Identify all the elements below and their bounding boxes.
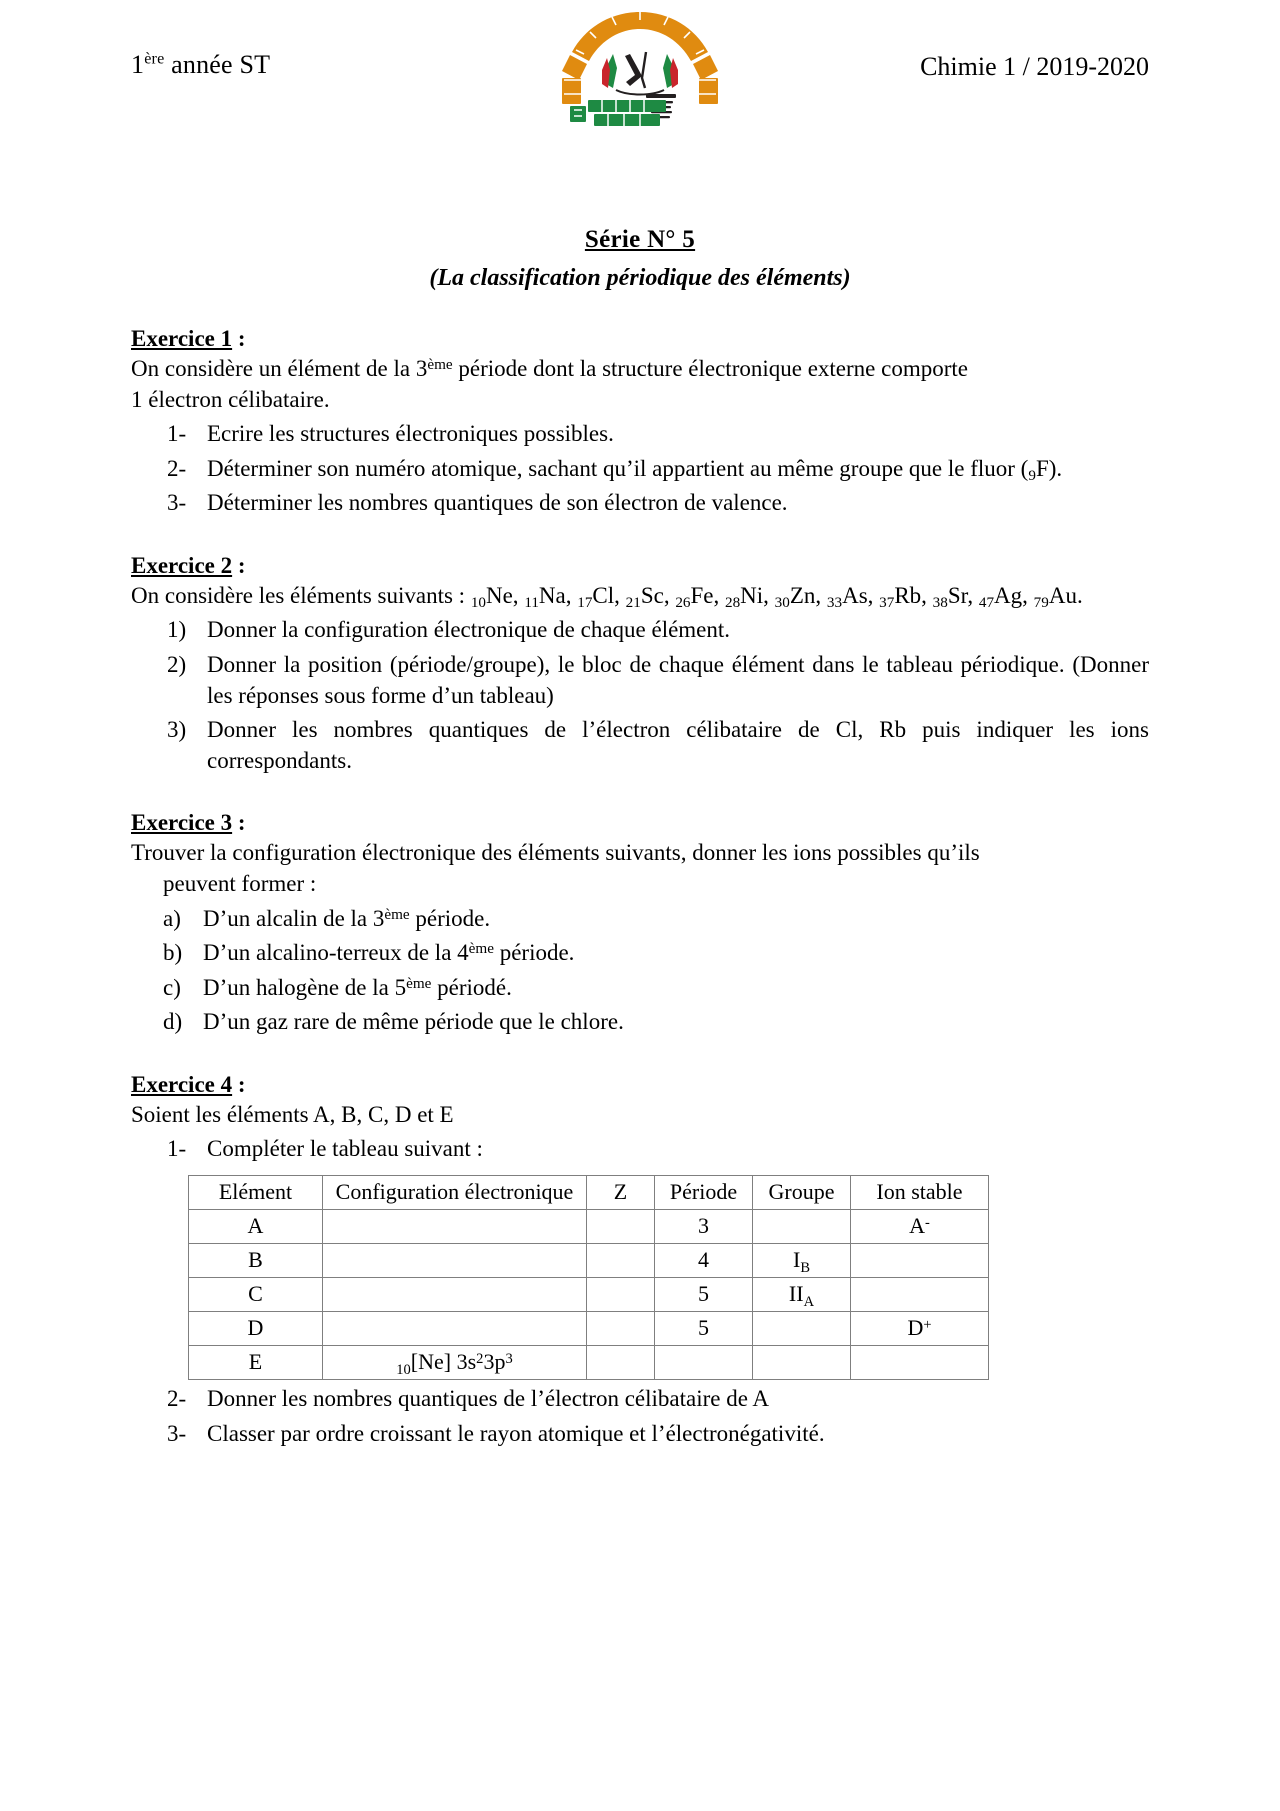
exercise-1-ordinal-suffix: ème [427,356,453,374]
atomic-number-sub: 21 [625,594,641,612]
exercise-3-intro-line-2: peuvent former : [163,870,317,896]
list-item [131,454,1149,485]
list-item-text: Ecrire les structures électroniques possibles. [207,421,614,447]
exercise-2-item-list [131,615,1149,776]
cell-configuration [323,1209,587,1243]
exercise-3-label: Exercice 3 [131,810,233,836]
exercise-4-intro: Soient les éléments A, B, C, D et E [131,1101,454,1127]
cell-period: 5 [655,1277,753,1311]
cell-element: A [189,1209,323,1243]
element-symbol: Sr, [947,582,979,608]
exercise-1-colon: : [232,326,246,351]
exercise-1-intro-line-2: 1 électron célibataire. [131,386,330,412]
column-header-z: Z [587,1175,655,1209]
element-symbol: Zn, [789,582,827,608]
list-item-text: D’un alcalin de la 3 [203,905,385,931]
table-row [189,1311,989,1345]
cell-period: 4 [655,1243,753,1277]
exercise-2-intro [131,581,1149,612]
exercise-3-colon: : [232,810,246,836]
exercise-2-intro-lead: On considère les éléments suivants : [131,582,471,608]
list-item-marker: 1) [167,617,187,643]
header-ordinal-suffix: ère [144,50,165,68]
ordinal-suffix: ème [468,940,494,958]
cell-element: E [189,1345,323,1379]
atomic-number-sub: 10 [396,1361,411,1378]
list-item-text: Classer par ordre croissant le rayon atomique et l’électronégativité. [207,1420,825,1446]
cell-group [753,1209,851,1243]
atomic-number-sub: 37 [879,594,895,612]
university-logo-icon [550,8,730,130]
column-header-configuration: Configuration électronique [323,1175,587,1209]
list-item [131,938,1149,969]
header-course-term: Chimie 1 / 2019-2020 [920,52,1149,81]
atomic-number-sub: 28 [725,594,741,612]
list-item-marker: c) [163,974,181,1000]
exercise-3-heading [131,810,1149,836]
column-header-group: Groupe [753,1175,851,1209]
exercise-2-label: Exercice 2 [131,552,233,578]
table-row [189,1209,989,1243]
university-logo [550,8,730,130]
exercise-1-heading [131,326,1149,352]
cell-element: B [189,1243,323,1277]
ordinal-suffix: ème [406,974,432,992]
element-symbol: As, [842,582,880,608]
page-title: Série N° 5 [584,226,696,253]
list-item-marker: 3) [167,717,187,743]
column-header-stable-ion: Ion stable [851,1175,989,1209]
list-item [131,973,1149,1004]
exercise-1-intro-text-cont: période dont la structure électronique externe comporte [452,356,968,381]
orbital-exponent: 2 [476,1350,484,1367]
list-item-text: Compléter le tableau suivant : [207,1136,483,1162]
element-symbol: Rb, [894,582,933,608]
cell-stable-ion: A- [851,1209,989,1243]
element-symbol: Ne, [485,582,525,608]
list-item-marker: 1- [167,421,187,447]
list-item-text: Donner la position (période/groupe), le bloc de chaque élément dans le tableau périodique. (Donner les réponses sous forme d’un tableau) [207,652,1149,708]
atomic-number-sub: 33 [826,594,843,612]
cell-z [587,1311,655,1345]
list-item [131,904,1149,935]
element-symbol: Au. [1048,582,1083,608]
list-item-text: D’un gaz rare de même période que le chlore. [203,1009,624,1035]
element-table-body [189,1209,989,1379]
element-symbol: Ag, [994,582,1034,608]
cell-configuration [323,1277,587,1311]
column-header-element: Elément [189,1175,323,1209]
cell-group: $I_B$ [753,1243,851,1277]
cell-element: C [189,1277,323,1311]
element-symbol: Ni, [740,582,775,608]
group-letter-sub: A [803,1293,815,1310]
cell-z [587,1345,655,1379]
exercise-4 [131,1072,1149,1449]
page-header [131,0,1149,130]
exercise-3-intro-line-1: Trouver la configuration électronique des éléments suivants, donner les ions possibles qu’ils [131,840,980,866]
cell-group [753,1311,851,1345]
cell-element: D [189,1311,323,1345]
exercise-1-item-list [131,419,1149,519]
cell-configuration: $_{10}$[Ne] $3s^23p^3$ [323,1345,587,1379]
header-program-label: année ST [164,50,271,79]
list-item [131,650,1149,711]
cell-configuration [323,1311,587,1345]
list-item-text: Déterminer son numéro atomique, sachant qu’il appartient au même groupe que le fluor ( [207,455,1029,481]
ion-charge-sup: - [925,1214,930,1231]
table-row [189,1277,989,1311]
title-block [131,226,1149,292]
list-item-text: Donner la configuration électronique de chaque élément. [207,617,731,643]
cell-period: 5 [655,1311,753,1345]
cell-z [587,1243,655,1277]
element-table-head [189,1175,989,1209]
list-item-marker: 2) [167,652,187,678]
cell-stable-ion [851,1277,989,1311]
atomic-number-sub: 17 [577,594,593,612]
list-item-text: D’un alcalino-terreux de la 4 [203,940,469,966]
list-item-text-cont: période. [409,905,491,931]
list-item-text-cont: périodé. [431,974,512,1000]
atomic-number-sub: 79 [1033,594,1049,612]
exercise-1 [131,326,1149,519]
element-list [470,582,1083,612]
column-header-period: Période [655,1175,753,1209]
ion-charge-sup: + [923,1316,932,1333]
atomic-number-sub: 10 [470,594,486,612]
list-item-text: Déterminer les nombres quantiques de son électron de valence. [207,490,788,516]
exercise-4-label: Exercice 4 [131,1071,233,1097]
list-item [131,1007,1149,1038]
cell-stable-ion [851,1243,989,1277]
group-letter-sub: B [800,1259,810,1276]
list-item [131,1384,1149,1415]
list-item [131,488,1149,519]
list-item-text-cont: période. [493,940,575,966]
list-item-marker: d) [163,1009,183,1035]
atomic-number-sub: 30 [774,594,790,612]
cell-z [587,1277,655,1311]
cell-group: $II_A$ [753,1277,851,1311]
element-symbol: Fe, [690,582,725,608]
exercise-1-intro-text: On considère un élément de la 3 [131,356,428,381]
table-row [189,1243,989,1277]
list-item-marker: 2- [167,455,187,481]
list-item-marker: a) [163,905,181,931]
list-item-marker: 3- [167,1420,187,1446]
exercise-4-tail-list [131,1384,1149,1449]
exercise-4-colon: : [232,1071,246,1097]
cell-stable-ion: D+ [851,1311,989,1345]
element-symbol: Cl, [592,582,626,608]
list-item-marker: 2- [167,1385,187,1411]
cell-group [753,1345,851,1379]
page-subtitle: (La classification périodique des éléments) [429,265,851,291]
list-item [131,715,1149,776]
header-year-number: 1 [131,50,145,79]
list-item-text: D’un halogène de la 5 [203,974,407,1000]
list-item [131,419,1149,450]
exercise-3-item-list [131,904,1149,1038]
element-table-wrapper [131,1175,1149,1380]
atomic-number-sub: 9 [1028,466,1036,484]
cell-z [587,1209,655,1243]
list-item-marker: 1- [167,1136,187,1162]
list-item-marker: 3- [167,490,187,516]
cell-configuration [323,1243,587,1277]
exercise-2-colon: : [232,552,246,578]
list-item-text: Donner les nombres quantiques de l’électron célibataire de Cl, Rb puis indiquer les ions correspondants. [207,717,1149,773]
element-symbol: Na, [538,582,578,608]
page-content [131,0,1149,1811]
cell-period [655,1345,753,1379]
list-item [131,1134,1149,1165]
table-header-row [189,1175,989,1209]
exercise-2-heading [131,553,1149,579]
ordinal-suffix: ème [384,905,410,923]
exercise-2 [131,553,1149,776]
list-item [131,1419,1149,1450]
table-row [189,1345,989,1379]
exercise-3 [131,810,1149,1037]
element-symbol: Sc, [640,582,676,608]
cell-period: 3 [655,1209,753,1243]
list-item-marker: b) [163,940,183,966]
orbital-exponent: 3 [505,1350,513,1367]
element-table [188,1175,989,1380]
exercise-1-intro-line-1 [131,354,1149,385]
atomic-number-sub: 26 [675,594,691,612]
exercise-4-item-list [131,1134,1149,1165]
atomic-number-sub: 11 [524,594,539,612]
list-item-text: Donner les nombres quantiques de l’électron célibataire de A [207,1385,770,1411]
exercise-1-label: Exercice 1 [131,326,233,351]
list-item-text-cont: F). [1035,455,1063,481]
atomic-number-sub: 47 [978,594,995,612]
atomic-number-sub: 38 [932,594,948,612]
list-item [131,615,1149,646]
cell-stable-ion [851,1345,989,1379]
header-left-text [131,50,270,80]
exercise-4-heading [131,1072,1149,1098]
